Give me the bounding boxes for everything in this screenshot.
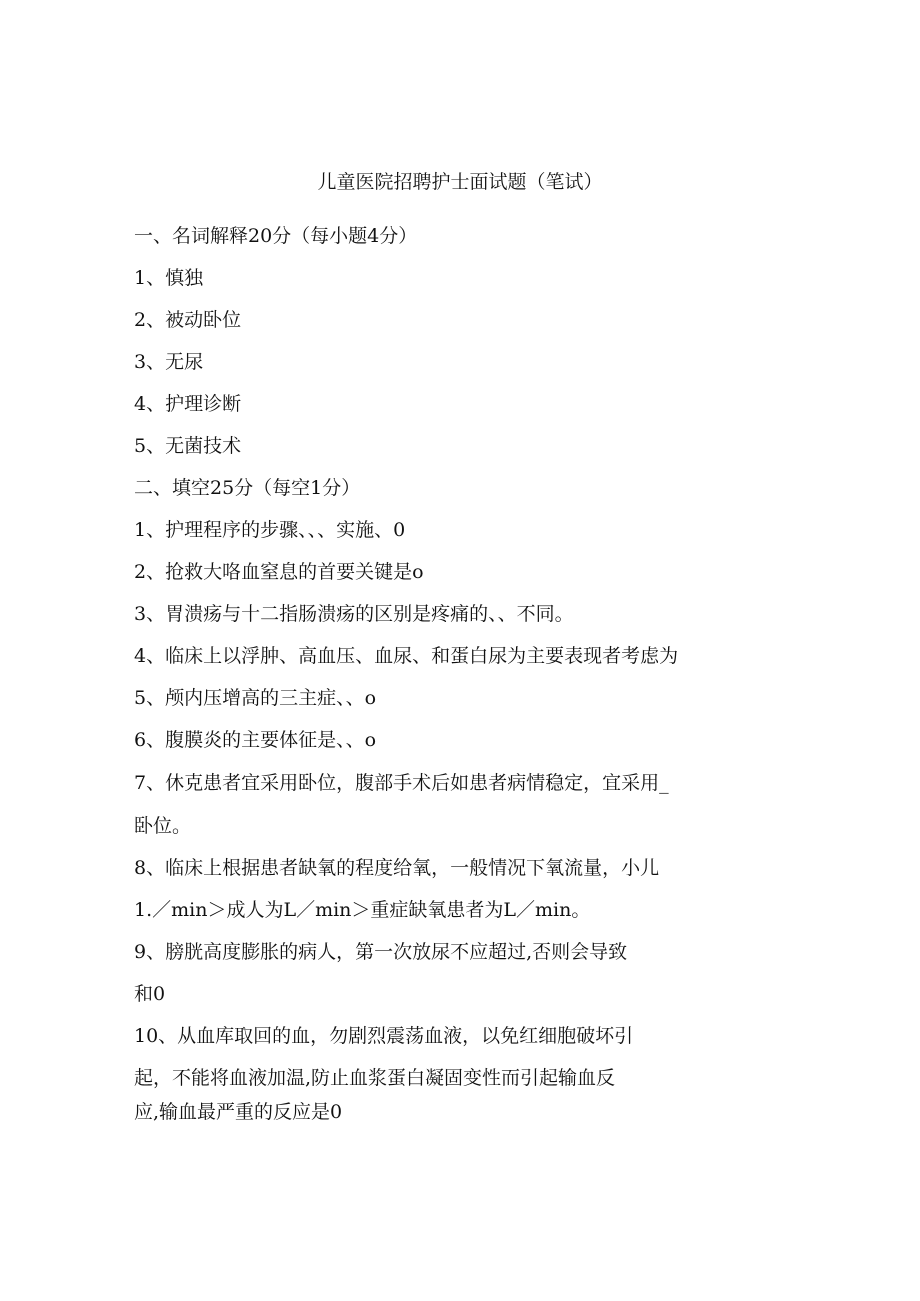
fill-blank-line: 起，不能将血液加温,防止血浆蛋白凝固变性而引起输血反 (134, 1067, 616, 1089)
fill-blank-line: 1、护理程序的步骤、、、实施、0 (134, 519, 406, 541)
definition-item: 3、无尿 (134, 351, 204, 373)
fill-blank-line: 和0 (134, 983, 166, 1005)
definition-item: 1、慎独 (134, 267, 204, 289)
fill-blank-line: 3、胃溃疡与十二指肠溃疡的区别是疼痛的、、不同。 (134, 603, 574, 625)
section-heading-fill-blanks: 二、填空25分（每空1分） (134, 477, 361, 499)
fill-blank-line: 应,输血最严重的反应是0 (134, 1101, 343, 1123)
fill-blank-line: 4、临床上以浮肿、高血压、血尿、和蛋白尿为主要表现者考虑为 (134, 645, 679, 667)
definition-item: 5、无菌技术 (134, 435, 242, 457)
section-heading-definitions: 一、名词解释20分（每小题4分） (134, 225, 418, 247)
fill-blank-line: 1.／min＞成人为L／min＞重症缺氧患者为L／min。 (134, 899, 591, 921)
definition-item: 4、护理诊断 (134, 393, 242, 415)
fill-blank-line: 8、临床上根据患者缺氧的程度给氧，一般情况下氧流量，小儿 (134, 857, 660, 879)
fill-blank-line: 7、休克患者宜采用卧位，腹部手术后如患者病情稳定，宜采用_ (134, 772, 669, 794)
fill-blank-line: 9、膀胱高度膨胀的病人，第一次放尿不应超过,否则会导致 (134, 941, 628, 963)
definition-item: 2、被动卧位 (134, 309, 242, 331)
fill-blank-line: 6、腹膜炎的主要体征是、、o (134, 729, 377, 751)
fill-blank-line: 卧位。 (134, 815, 192, 837)
fill-blank-line: 2、抢救大咯血窒息的首要关键是o (134, 561, 424, 583)
document-title: 儿童医院招聘护士面试题（笔试） (317, 171, 603, 193)
fill-blank-line: 5、颅内压增高的三主症、、o (134, 687, 377, 709)
fill-blank-line: 10、从血库取回的血，勿剧烈震荡血液，以免红细胞破坏引 (134, 1025, 634, 1047)
